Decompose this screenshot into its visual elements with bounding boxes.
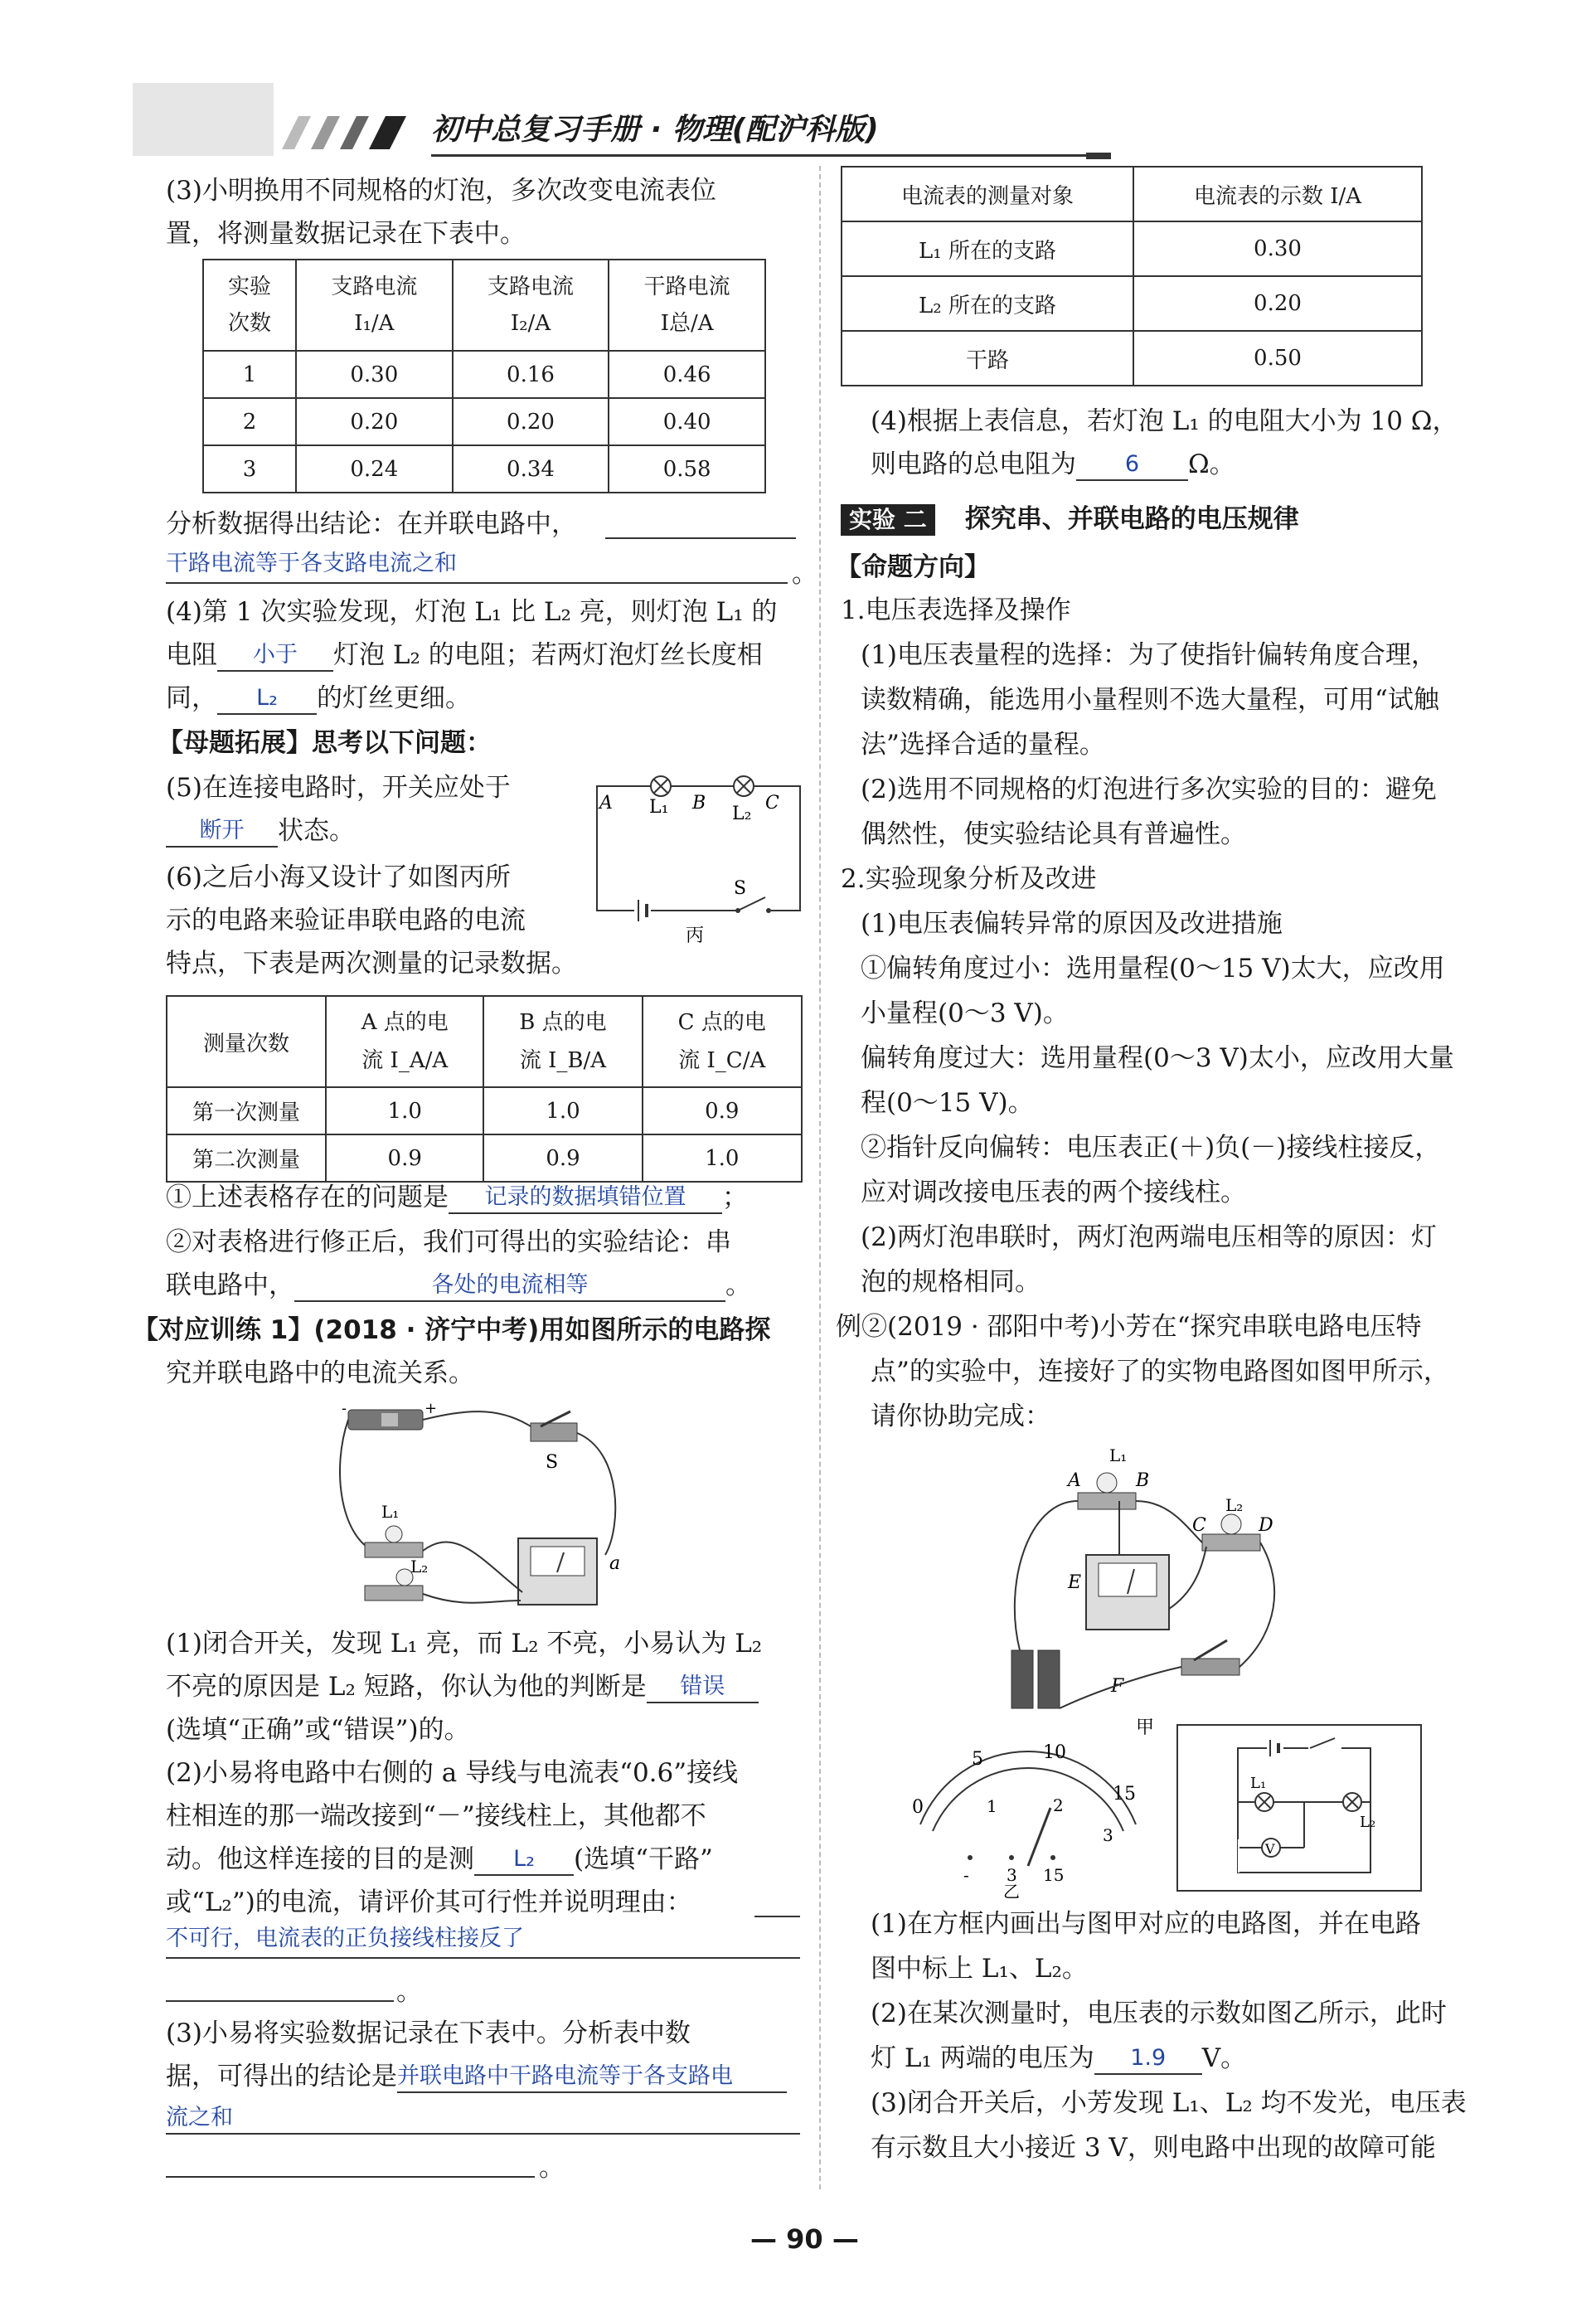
p5-post: 状态。: [278, 816, 355, 846]
cell: 1.0: [326, 1087, 483, 1134]
t3-line2: [166, 2060, 787, 2093]
table-row: [203, 398, 765, 445]
t1b-pre: 不亮的原因是 L₂ 短路，你认为他的判断是: [166, 1672, 647, 1702]
answer-r4-resistance: 6: [1076, 449, 1188, 481]
t1-h3b: I₂/A: [510, 311, 551, 336]
answer-q1: 记录的数据填错位置: [449, 1183, 722, 1214]
dial-tick-2: 2: [1053, 1795, 1064, 1815]
cell: 0.9: [643, 1087, 802, 1134]
s2a-8: (2)两灯泡串联时，两灯泡两端电压相等的原因：灯: [861, 1222, 1437, 1252]
s2a-3: 小量程(0～3 V)。: [861, 998, 1069, 1028]
t1-h3a: 支路电流: [487, 274, 574, 299]
jia-e-label: E: [1068, 1572, 1082, 1593]
battery-icon: [1011, 1650, 1033, 1708]
cell: L₁ 所在的支路: [842, 221, 1133, 276]
cell: 0.9: [326, 1134, 483, 1182]
table-row: [842, 331, 1422, 386]
q2-pre: 联电路中，: [166, 1270, 294, 1300]
t2-h2a: A 点的电: [361, 1010, 449, 1035]
experiment2-heading: [841, 503, 1299, 536]
l2-label: L₂: [732, 804, 752, 824]
cell: 1: [203, 351, 296, 398]
cell: 0.16: [453, 351, 609, 398]
q1-post: ；: [722, 1183, 748, 1212]
column-divider: [819, 166, 821, 2189]
figure-caption-bing: 丙: [686, 925, 705, 946]
answer-t2-l2: L₂: [474, 1844, 574, 1876]
s1a-1: (1)电压表量程的选择：为了使指针偏转角度合理，: [861, 640, 1437, 670]
dial-tick-10: 10: [1043, 1742, 1066, 1763]
answer-t2-reason: 不可行，电流表的正负接线柱接反了: [166, 1926, 524, 1951]
dial-tick-15: 15: [1113, 1784, 1136, 1805]
t3b-pre: 据，可得出的结论是: [166, 2062, 397, 2091]
table-series-currents: [166, 995, 803, 1183]
lamp-l2-icon: [1202, 1534, 1260, 1551]
figure-caption-yi: 乙: [1003, 1882, 1020, 1899]
e1-line2: 图中标上 L₁、L₂。: [871, 1954, 1088, 1984]
cell: L₂ 所在的支路: [842, 276, 1133, 331]
t2-h3b: 流 I_B/A: [519, 1048, 607, 1073]
answer-line: [754, 1916, 800, 1917]
cell: 0.34: [453, 445, 609, 493]
answer-line: [166, 2176, 535, 2178]
node-b-label: B: [692, 793, 706, 814]
dial-tick-1: 1: [987, 1796, 997, 1816]
cell: 0.30: [1133, 221, 1422, 276]
t2-end: 。: [396, 1977, 422, 2007]
p5-line1: (5)在连接电路时，开关应处于: [166, 773, 511, 803]
table-row: [203, 445, 765, 493]
answer-p5-open: 断开: [166, 816, 278, 848]
experiment2-title: 探究串、并联电路的电压规律: [964, 504, 1299, 534]
answer-line: [166, 2133, 800, 2135]
cell: 0.46: [609, 351, 765, 398]
e2-pre: 灯 L₁ 两端的电压为: [871, 2043, 1094, 2073]
terminal-15: 15: [1043, 1865, 1065, 1885]
example2-line3: 请你协助完成：: [871, 1401, 1050, 1431]
table-ammeter-readings: [841, 166, 1423, 386]
s1b-2: 偶然性，使实验结论具有普遍性。: [861, 819, 1246, 849]
t1-h2b: I₁/A: [354, 311, 395, 336]
p6-line1: (6)之后小海又设计了如图丙所: [166, 862, 511, 892]
cell: 0.58: [609, 445, 765, 493]
p4c-post: 的灯丝更细。: [317, 683, 471, 713]
t1-line3: (选填“正确”或“错误”)的。: [166, 1715, 470, 1745]
left-p3-line2: 置，将测量数据记录在下表中。: [166, 219, 526, 249]
svg-text:+: +: [424, 1401, 438, 1417]
table-row: [203, 351, 765, 398]
answer-conclusion: 干路电流等于各支路电流之和: [166, 551, 457, 576]
mother-topic-heading: 【母题拓展】思考以下问题：: [158, 728, 492, 758]
cell: 0.24: [296, 445, 453, 493]
s2-heading: 2.实验现象分析及改进: [841, 864, 1097, 894]
cell: 2: [203, 398, 296, 445]
table-row: [842, 221, 1422, 276]
answer-t1-wrong: 错误: [647, 1672, 759, 1703]
box-l1-label: L₁: [1250, 1775, 1267, 1792]
l1-label: L₁: [649, 797, 669, 818]
p4-post: 灯泡 L₂ 的电阻；若两灯泡灯丝长度相: [333, 640, 763, 670]
answer-t3-part2: 流之和: [166, 2105, 233, 2130]
answer-line: [166, 582, 788, 584]
page-header-title: 初中总复习手册 · 物理(配沪科版): [431, 113, 879, 147]
header-rule: [431, 154, 1111, 157]
t3-h1: 电流表的测量对象: [842, 167, 1133, 221]
s2a-4: 偏转角度过大：选用量程(0～3 V)太小，应改用大量: [861, 1043, 1454, 1073]
q1-pre: ①上述表格存在的问题是: [166, 1183, 449, 1212]
series-circuit-diagram: [593, 771, 808, 954]
s1-heading: 1.电压表选择及操作: [841, 595, 1071, 625]
answer-t3-part1: 并联电路中干路电流等于各支路电: [397, 2062, 787, 2093]
jia-a-label: A: [1068, 1470, 1081, 1491]
node-c-label: C: [765, 793, 779, 814]
dial-tick-5: 5: [972, 1749, 983, 1770]
t2c-post: (选填“干路”: [574, 1844, 713, 1874]
switch-icon: [531, 1423, 577, 1441]
figure-caption-jia: 甲: [1136, 1717, 1155, 1738]
cell: 0.9: [483, 1134, 642, 1182]
answer-line: [166, 1957, 800, 1959]
answer-p4-smaller: 小于: [217, 640, 333, 672]
e2-line1: (2)在某次测量时，电压表的示数如图乙所示，此时: [871, 1999, 1447, 2028]
t1-h2a: 支路电流: [331, 274, 418, 299]
cell: 第二次测量: [167, 1134, 326, 1182]
cell: 0.20: [1133, 276, 1422, 331]
t2-h4b: 流 I_C/A: [678, 1048, 766, 1073]
s2a-9: 泡的规格相同。: [861, 1267, 1041, 1297]
fig-l1-label: L₁: [381, 1502, 400, 1522]
conclusion-label: 分析数据得出结论：在并联电路中，: [166, 509, 577, 539]
cell: 第一次测量: [167, 1087, 326, 1134]
q1-line: [166, 1181, 748, 1214]
e3-line1: (3)闭合开关后，小芳发现 L₁、L₂ 均不发光，电压表: [871, 2088, 1467, 2118]
s2a-6: ②指针反向偏转：电压表正(＋)负(－)接线柱接反，: [861, 1133, 1441, 1163]
t1-h1b: 次数: [227, 311, 271, 336]
q2-line2: [166, 1269, 751, 1302]
p4-line3: [166, 682, 471, 715]
header-stripes: [274, 112, 439, 153]
header-band: [133, 83, 274, 156]
t1-h1a: 实验: [227, 274, 271, 299]
jia-b-label: B: [1136, 1470, 1150, 1491]
page-number: — 90 —: [750, 2223, 859, 2255]
t3-line1: (3)小易将实验数据记录在下表中。分析表中数: [166, 2018, 691, 2048]
fig-wire-a-label: a: [609, 1553, 621, 1574]
t1-line2: [166, 1670, 759, 1703]
q2-post: 。: [725, 1270, 751, 1300]
s2a-5: 程(0～15 V)。: [861, 1088, 1034, 1118]
t2-line1: (2)小易将电路中右侧的 a 导线与电流表“0.6”接线: [166, 1758, 739, 1788]
r4-line2: [871, 448, 1235, 481]
t1-h4a: 干路电流: [643, 274, 730, 299]
cell: 0.20: [453, 398, 609, 445]
p6-line3: 特点，下表是两次测量的记录数据。: [166, 949, 577, 979]
t2c-pre: 动。他这样连接的目的是测: [166, 1844, 474, 1874]
lamp-l2-icon: [365, 1586, 423, 1601]
r4-post: Ω。: [1188, 449, 1235, 479]
p4c-pre: 同，: [166, 683, 217, 713]
header-rule-end: [1086, 153, 1111, 159]
s1a-3: 法”选择合适的量程。: [861, 730, 1105, 760]
answer-p4-l2: L₂: [217, 683, 317, 715]
jia-l2-label: L₂: [1225, 1495, 1244, 1515]
lamp-l1-icon: [365, 1542, 423, 1557]
table-row: [167, 1134, 802, 1182]
p4-line2: [166, 639, 763, 672]
p4-line1: (4)第 1 次实验发现，灯泡 L₁ 比 L₂ 亮，则灯泡 L₁ 的: [166, 597, 778, 627]
p6-line2: 示的电路来验证串联电路的电流: [166, 906, 526, 935]
s1b-1: (2)选用不同规格的灯泡进行多次实验的目的：避免: [861, 775, 1437, 804]
voltmeter-v-label: V: [1265, 1841, 1275, 1857]
r4-pre: 则电路的总电阻为: [871, 449, 1076, 479]
dial-needle: [1028, 1808, 1050, 1866]
table-parallel-currents: [202, 259, 766, 493]
s2a-7: 应对调改接电压表的两个接线柱。: [861, 1178, 1246, 1207]
answer-q2: 各处的电流相等: [294, 1270, 725, 1302]
t1-h4b: I总/A: [660, 311, 714, 336]
t3-h2: 电流表的示数 I/A: [1133, 167, 1422, 221]
experiment2-tag: 实验 二: [841, 504, 935, 536]
answer-line: [166, 2000, 394, 2002]
answer-circuit-box: [1176, 1723, 1424, 1897]
t2-h3a: B 点的电: [519, 1010, 607, 1035]
answer-line: [605, 537, 796, 539]
t2-line3: [166, 1843, 713, 1876]
cell: 0.50: [1133, 331, 1422, 386]
cell: 0.30: [296, 351, 453, 398]
cell: 1.0: [643, 1134, 802, 1182]
t2-h2b: 流 I_A/A: [361, 1048, 449, 1073]
train1-text: 【对应训练 1】(2018 · 济宁中考)用如图所示的电路探: [133, 1315, 771, 1345]
t3-end: 。: [539, 2153, 565, 2183]
direction-heading: 【命题方向】: [836, 552, 990, 582]
train1-line1: [133, 1314, 770, 1347]
e1-line1: (1)在方框内画出与图甲对应的电路图，并在电路: [871, 1909, 1421, 1939]
t1-line1: (1)闭合开关，发现 L₁ 亮，而 L₂ 不亮，小易认为 L₂: [166, 1629, 763, 1659]
cell: 0.40: [609, 398, 765, 445]
t2-h1: 测量次数: [167, 996, 326, 1087]
table-row: [842, 276, 1422, 331]
train1-line2: 究并联电路中的电流关系。: [166, 1358, 474, 1388]
cell: 3: [203, 445, 296, 493]
e2-post: V。: [1201, 2043, 1247, 2073]
lamp-l1-icon: [1078, 1493, 1136, 1509]
t2-line4: 或“L₂”)的电流，请评价其可行性并说明理由：: [166, 1887, 692, 1917]
t2-h4a: C 点的电: [677, 1010, 766, 1035]
s1a-2: 读数精确，能选用小量程则不选大量程，可用“试触: [861, 685, 1439, 715]
terminal-3: 3: [1007, 1865, 1017, 1885]
p5-line2: [166, 814, 355, 848]
terminal-minus: -: [963, 1865, 969, 1885]
parallel-circuit-photo: [332, 1401, 647, 1625]
example2-line1: 例②(2019 · 邵阳中考)小芳在“探究串联电路电压特: [836, 1312, 1422, 1342]
q2-line1: ②对表格进行修正后，我们可得出的实验结论：串: [166, 1227, 731, 1257]
e2-line2: [871, 2042, 1246, 2075]
s2a-2: ①偏转角度过小：选用量程(0～15 V)太大，应改用: [861, 954, 1445, 984]
left-p3-line1: (3)小明换用不同规格的灯泡，多次改变电流表位: [166, 176, 716, 206]
s2a-1: (1)电压表偏转异常的原因及改进措施: [861, 909, 1283, 939]
dial-tick-3: 3: [1103, 1825, 1113, 1845]
period: 。: [792, 559, 817, 589]
cell: 0.20: [296, 398, 453, 445]
jia-c-label: C: [1192, 1515, 1206, 1536]
e3-line2: 有示数且大小接近 3 V，则电路中出现的故障可能: [871, 2133, 1436, 2163]
svg-text:-: -: [342, 1401, 347, 1417]
dial-tick-0: 0: [912, 1797, 924, 1818]
series-voltage-photo: [995, 1443, 1293, 1742]
cell: 干路: [842, 331, 1133, 386]
jia-l1-label: L₁: [1109, 1445, 1128, 1465]
node-a-label: A: [599, 793, 613, 814]
table-row: [167, 1087, 802, 1134]
voltmeter-dial-figure: [904, 1733, 1152, 1899]
switch-icon: [1181, 1659, 1239, 1675]
r4-line1: (4)根据上表信息，若灯泡 L₁ 的电阻大小为 10 Ω，: [871, 406, 1458, 436]
jia-d-label: D: [1259, 1515, 1273, 1536]
box-l2-label: L₂: [1360, 1814, 1376, 1831]
cell: 1.0: [483, 1087, 642, 1134]
fig-l2-label: L₂: [410, 1557, 429, 1576]
jia-f-label: F: [1111, 1676, 1124, 1697]
answer-e2-voltage: 1.9: [1094, 2043, 1202, 2075]
p4-pre: 电阻: [166, 640, 217, 670]
example2-line2: 点”的实验中，连接好了的实物电路图如图甲所示，: [871, 1357, 1449, 1387]
switch-label: S: [734, 878, 747, 899]
t2-line2: 柱相连的那一端改接到“－”接线柱上，其他都不: [166, 1801, 706, 1831]
fig-switch-label: S: [546, 1452, 559, 1473]
